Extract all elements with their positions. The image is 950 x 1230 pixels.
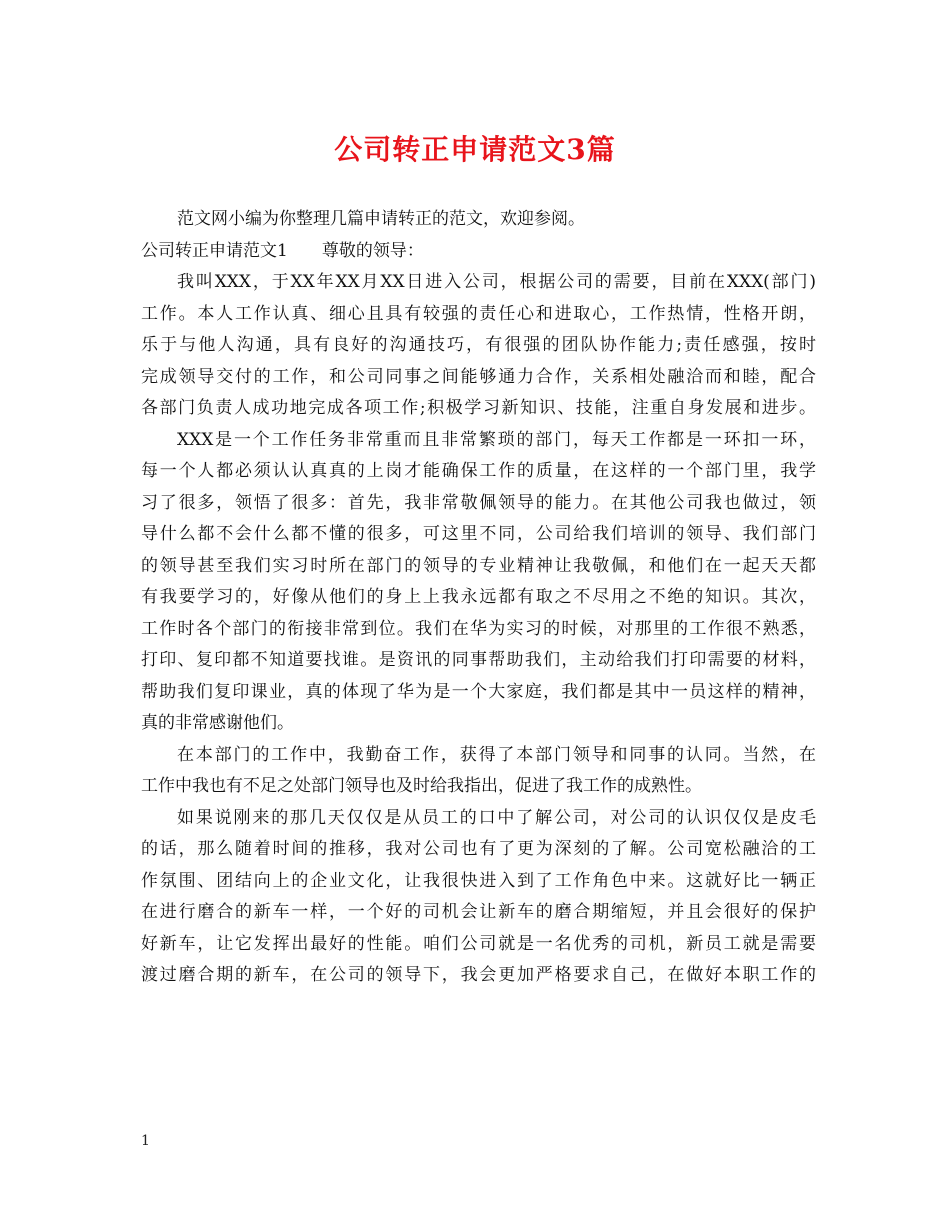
paragraph-line: 习了很多，领悟了很多：首先，我非常敬佩领导的能力。在其他公司我也做过，领 [141,492,816,513]
paragraph-line: 的领导甚至我们实习时所在部门的领导的专业精神让我敬佩，和他们在一起天天都 [141,555,816,576]
paragraph-line: 真的非常感谢他们。 [141,713,294,733]
paragraph-line: 完成领导交付的工作，和公司同事之间能够通力合作，关系相处融洽而和睦，配合 [141,366,816,387]
paragraph-line: 在本部门的工作中，我勤奋工作，获得了本部门领导和同事的认同。当然，在 [177,744,816,765]
paragraph-line: 乐于与他人沟通，具有良好的沟通技巧，有很强的团队协作能力;责任感强，按时 [141,335,816,355]
page-number: 1 [141,1133,150,1149]
paragraph-line: 作氛围、团结向上的企业文化，让我很快进入到了工作角色中来。这就好比一辆正 [141,870,816,891]
paragraph-line: 有我要学习的，好像从他们的身上上我永远都有取之不尽用之不绝的知识。其次， [141,587,816,607]
paragraph-line: 工作中我也有不足之处部门领导也及时给我指出，促进了我工作的成熟性。 [141,776,702,796]
paragraph-line: 帮助我们复印课业，真的体现了华为是一个大家庭，我们都是其中一员这样的精神， [141,681,816,702]
section-label: 公司转正申请范文1 [141,240,288,261]
salutation: 尊敬的领导： [321,240,424,261]
paragraph-line: 渡过磨合期的新车，在公司的领导下，我会更加严格要求自己，在做好本职工作的 [141,965,816,985]
paragraph-line: 如果说刚来的那几天仅仅是从员工的口中了解公司，对公司的认识仅仅是皮毛 [177,807,816,828]
paragraph-line: 工作。本人工作认真、细心且具有较强的责任心和进取心，工作热情，性格开朗， [141,303,816,324]
document-body [141,204,816,992]
paragraph-line: 的话，那么随着时间的推移，我对公司也有了更为深刻的了解。公司宽松融洽的工 [141,839,816,859]
paragraph-line: 在进行磨合的新车一样，一个好的司机会让新车的磨合期缩短，并且会很好的保护 [141,902,816,922]
document-title: 公司转正申请范文3篇 [334,133,616,166]
paragraph-line: 各部门负责人成功地完成各项工作;积极学习新知识、技能，注重自身发展和进步。 [141,398,816,418]
section-heading-line [141,236,816,268]
paragraph-line: 我叫XXX，于XX年XX月XX日进入公司，根据公司的需要，目前在XXX(部门) [177,272,816,292]
paragraph-line: 导什么都不会什么都不懂的很多，可这里不同，公司给我们培训的领导、我们部门 [141,524,816,544]
paragraph-line: 打印、复印都不知道要找谁。是资讯的同事帮助我们，主动给我们打印需要的材料， [141,650,816,670]
intro-paragraph: 范文网小编为你整理几篇申请转正的范文，欢迎参阅。 [177,209,585,229]
paragraph-line: 好新车，让它发挥出最好的性能。咱们公司就是一名优秀的司机，新员工就是需要 [141,933,816,954]
paragraph-line: 每一个人都必须认认真真的上岗才能确保工作的质量，在这样的一个部门里，我学 [141,461,816,481]
paragraph-line: 工作时各个部门的衔接非常到位。我们在华为实习的时候，对那里的工作很不熟悉， [141,618,816,639]
paragraph-line: XXX是一个工作任务非常重而且非常繁琐的部门，每天工作都是一环扣一环， [177,429,816,450]
